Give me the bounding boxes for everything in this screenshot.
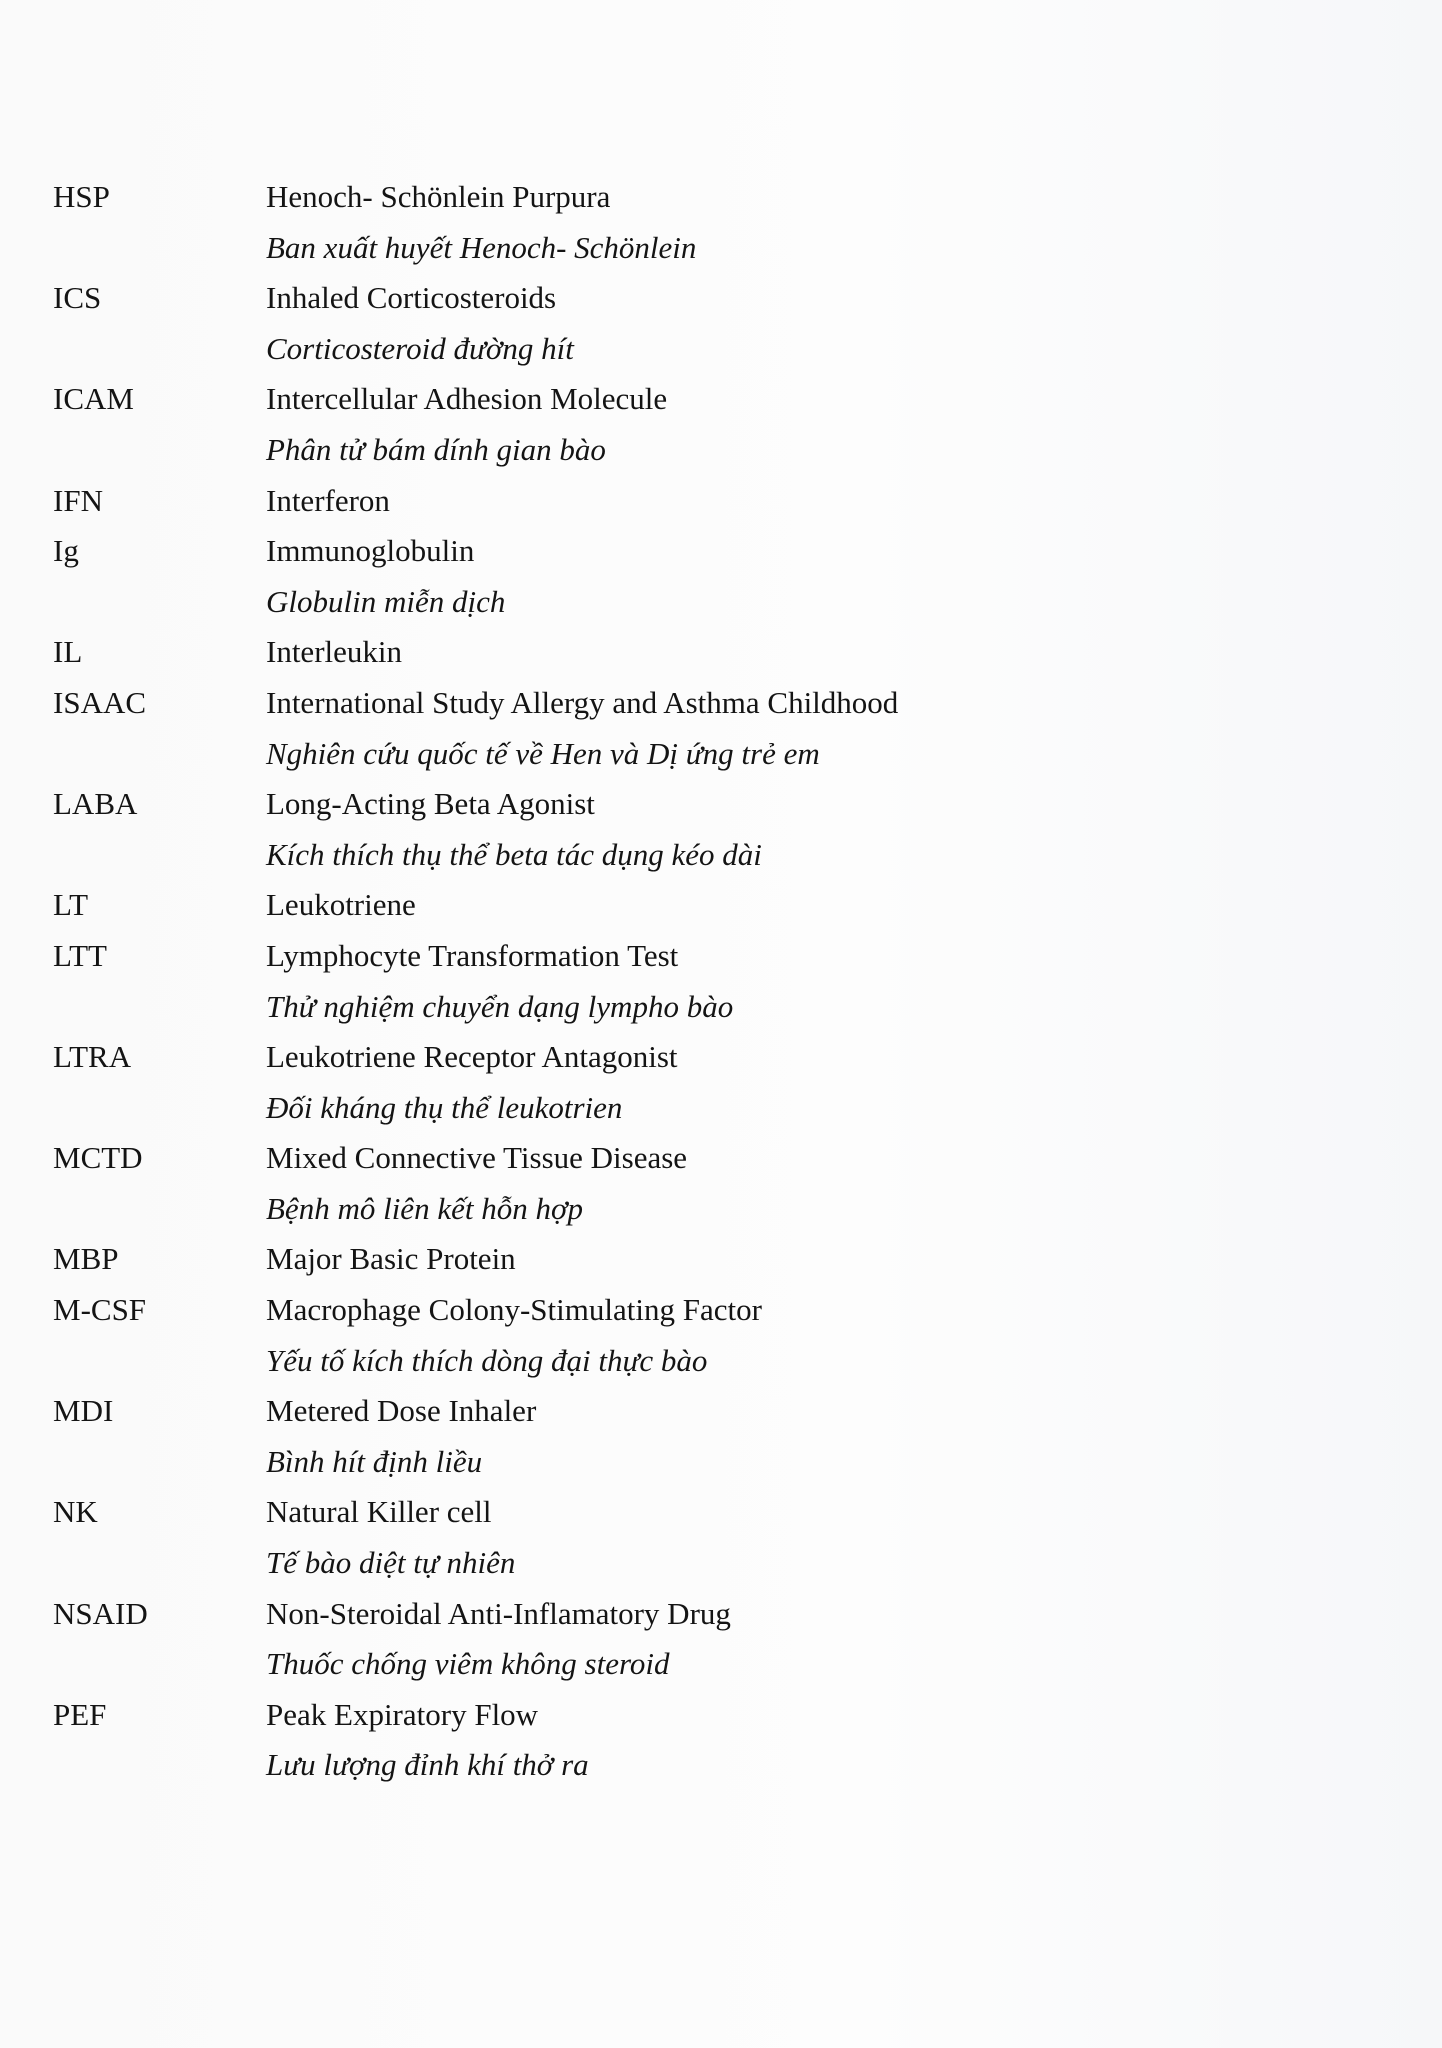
- abbreviation-code: ICAM: [53, 381, 134, 417]
- vietnamese-translation: Kích thích thụ thể beta tác dụng kéo dài: [266, 836, 762, 872]
- abbreviation-code: HSP: [53, 179, 110, 214]
- vietnamese-translation: Nghiên cứu quốc tế về Hen và Dị ứng trẻ em: [266, 735, 820, 771]
- abbreviation-entry: [53, 526, 1353, 627]
- english-term: Long-Acting Beta Agonist: [266, 786, 595, 822]
- english-term: International Study Allergy and Asthma Childhood: [266, 684, 899, 720]
- english-term: Lymphocyte Transformation Test: [266, 937, 679, 973]
- abbreviation-code: ICS: [53, 280, 102, 316]
- abbreviation-definitions: [266, 779, 1353, 880]
- english-term: Interferon: [266, 482, 390, 518]
- abbreviation-definitions: [266, 1133, 1353, 1234]
- english-term: Non-Steroidal Anti-Inflamatory Drug: [266, 1595, 731, 1631]
- english-term: Major Basic Protein: [266, 1241, 516, 1277]
- english-term: Peak Expiratory Flow: [266, 1696, 539, 1732]
- abbreviation-definitions: [266, 374, 1353, 475]
- abbreviation-definitions: [266, 880, 1353, 931]
- vietnamese-translation: Corticosteroid đường hít: [266, 330, 574, 366]
- abbreviation-entry: [53, 1133, 1353, 1234]
- abbreviation-code: NK: [53, 1494, 98, 1530]
- abbreviation-code: M-CSF: [53, 1292, 147, 1328]
- abbreviation-definitions: [266, 526, 1353, 627]
- vietnamese-translation: Lưu lượng đỉnh khí thở ra: [266, 1747, 589, 1783]
- abbreviation-entry: [53, 273, 1353, 374]
- english-term: Mixed Connective Tissue Disease: [266, 1140, 688, 1176]
- abbreviation-definitions: [266, 172, 1353, 273]
- abbreviation-definitions: [266, 476, 1353, 527]
- abbreviation-definitions: [266, 1487, 1353, 1588]
- abbreviation-code: LT: [53, 887, 89, 923]
- abbreviation-code: MCTD: [53, 1140, 143, 1176]
- english-term: Natural Killer cell: [266, 1494, 492, 1530]
- abbreviation-entry: [53, 1285, 1353, 1386]
- abbreviation-code: LABA: [53, 786, 138, 822]
- vietnamese-translation: Ban xuất huyết Henoch- Schönlein: [266, 229, 697, 265]
- abbreviation-entry: [53, 1386, 1353, 1487]
- abbreviation-definitions: [266, 1285, 1353, 1386]
- abbreviation-definitions: [266, 1234, 1353, 1285]
- abbreviation-code: PEF: [53, 1696, 107, 1732]
- abbreviation-entry: [53, 1690, 1353, 1791]
- abbreviation-code: Ig: [53, 533, 79, 569]
- english-term: Inhaled Corticosteroids: [266, 280, 557, 316]
- vietnamese-translation: Thuốc chống viêm không steroid: [266, 1646, 670, 1682]
- english-term: Leukotriene Receptor Antagonist: [266, 1039, 678, 1075]
- abbreviation-entry: [53, 172, 1353, 273]
- abbreviation-definitions: [266, 273, 1353, 374]
- vietnamese-translation: Bình hít định liều: [266, 1443, 483, 1479]
- abbreviation-entry: [53, 678, 1353, 779]
- abbreviation-code: MDI: [53, 1393, 114, 1429]
- abbreviation-entry: [53, 476, 1353, 527]
- abbreviation-code: LTT: [53, 937, 107, 973]
- english-term: Macrophage Colony-Stimulating Factor: [266, 1292, 762, 1328]
- abbreviation-entry: [53, 1032, 1353, 1133]
- abbreviation-code: NSAID: [53, 1595, 148, 1631]
- abbreviation-entry: [53, 1487, 1353, 1588]
- vietnamese-translation: Globulin miễn dịch: [266, 583, 506, 619]
- abbreviation-code: IFN: [53, 482, 103, 518]
- vietnamese-translation: Phân tử bám dính gian bào: [266, 431, 606, 467]
- vietnamese-translation: Bệnh mô liên kết hỗn hợp: [266, 1190, 583, 1226]
- abbreviation-definitions: [266, 1386, 1353, 1487]
- abbreviation-code: LTRA: [53, 1039, 132, 1075]
- abbreviation-list: [53, 172, 1353, 1791]
- english-term: Leukotriene: [266, 887, 416, 923]
- english-term: Intercellular Adhesion Molecule: [266, 381, 668, 417]
- abbreviation-definitions: [266, 1690, 1353, 1791]
- vietnamese-translation: Yếu tố kích thích dòng đại thực bào: [266, 1342, 708, 1378]
- abbreviation-entry: [53, 374, 1353, 475]
- abbreviation-definitions: [266, 931, 1353, 1032]
- abbreviation-definitions: [266, 627, 1353, 678]
- abbreviation-definitions: [266, 1032, 1353, 1133]
- english-term: Metered Dose Inhaler: [266, 1393, 537, 1429]
- abbreviation-code: IL: [53, 634, 83, 670]
- abbreviation-entry: [53, 880, 1353, 931]
- abbreviation-entry: [53, 1234, 1353, 1285]
- abbreviation-definitions: [266, 678, 1353, 779]
- english-term: Interleukin: [266, 634, 403, 670]
- abbreviation-code: MBP: [53, 1241, 119, 1277]
- vietnamese-translation: Đối kháng thụ thể leukotrien: [266, 1089, 623, 1125]
- abbreviation-entry: [53, 627, 1353, 678]
- abbreviation-entry: [53, 931, 1353, 1032]
- english-term: Henoch- Schönlein Purpura: [266, 179, 611, 214]
- abbreviation-definitions: [266, 1589, 1353, 1690]
- abbreviation-entry: [53, 779, 1353, 880]
- abbreviation-code: ISAAC: [53, 684, 147, 720]
- abbreviation-entry: [53, 1589, 1353, 1690]
- vietnamese-translation: Thử nghiệm chuyển dạng lympho bào: [266, 988, 734, 1024]
- vietnamese-translation: Tế bào diệt tự nhiên: [266, 1545, 516, 1581]
- english-term: Immunoglobulin: [266, 533, 475, 569]
